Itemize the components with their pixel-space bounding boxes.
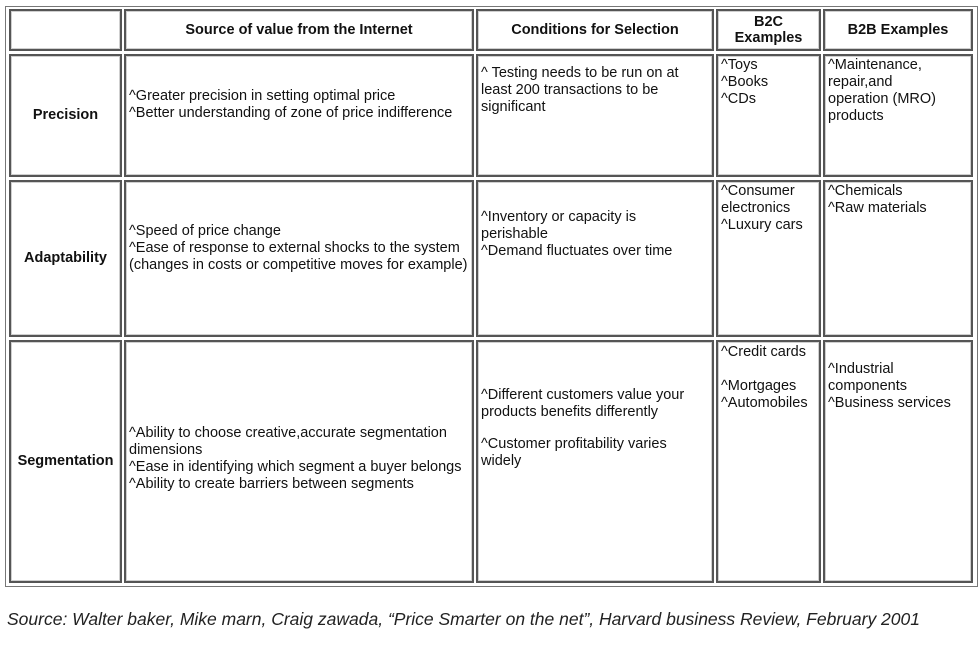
header-b2b [823, 9, 973, 51]
adaptability-source-of-value [124, 180, 474, 337]
header-conditions-text: Conditions for Selection [511, 22, 679, 38]
list-item: ^Customer profitability varies widely [481, 436, 671, 469]
list-item: ^CDs [721, 91, 756, 107]
list-item: ^Luxury cars [721, 217, 803, 233]
list-item: ^Industrial components [828, 361, 907, 394]
segmentation-source-of-value [124, 340, 474, 583]
list-item: ^Inventory or capacity is perishable [481, 209, 641, 242]
list-item: ^Chemicals [828, 183, 903, 199]
list-item: ^Ability to create barriers between segments [129, 476, 414, 492]
list-item: ^Greater precision in setting optimal price [129, 88, 396, 104]
list-item: ^Demand fluctuates over time [481, 243, 673, 259]
precision-b2b [823, 54, 973, 177]
list-item: ^Speed of price change [129, 223, 281, 239]
source-citation: Source: Walter baker, Mike marn, Craig zawada, “Price Smarter on the net”, Harvard business Review, February 2001 [7, 609, 920, 629]
row-label-adaptability [9, 180, 122, 337]
precision-source-of-value [124, 54, 474, 177]
row-label-text: Precision [32, 107, 99, 123]
row-label-text: Adaptability [24, 250, 107, 266]
list-item: ^Consumer electronics [721, 183, 799, 216]
list-item: ^Automobiles [721, 395, 808, 411]
list-item: ^Toys [721, 57, 758, 73]
precision-conditions [476, 54, 714, 177]
list-item: ^Ease of response to external shocks to the system (changes in costs or competitive moves for example) [129, 240, 468, 273]
precision-b2c [716, 54, 821, 177]
list-item: ^Maintenance, repair,and operation (MRO) products [828, 57, 941, 124]
header-source-of-value [124, 9, 474, 51]
adaptability-conditions [476, 180, 714, 337]
header-conditions [476, 9, 714, 51]
segmentation-b2b [823, 340, 973, 583]
header-empty-cell [9, 9, 122, 51]
row-label-text: Segmentation [17, 453, 114, 469]
segmentation-conditions [476, 340, 714, 583]
list-item: ^ Testing needs to be run on at least 200 transactions to be significant [481, 65, 683, 115]
segmentation-b2c [716, 340, 821, 583]
list-item: ^Credit cards [721, 344, 806, 360]
header-b2c [716, 9, 821, 51]
row-label-precision [9, 54, 122, 177]
list-item: ^Mortgages [721, 378, 797, 394]
adaptability-b2b [823, 180, 973, 337]
row-label-segmentation [9, 340, 122, 583]
list-item: ^Books [721, 74, 769, 90]
header-source-of-value-text: Source of value from the Internet [185, 22, 413, 38]
header-b2c-line2: Examples [734, 30, 803, 46]
list-item: ^Business services [828, 395, 951, 411]
list-item: ^Better understanding of zone of price indifference [129, 105, 453, 121]
list-item: ^Ease in identifying which segment a buyer belongs [129, 459, 462, 475]
header-b2c-line1: B2C [753, 14, 783, 30]
header-b2b-text: B2B Examples [847, 22, 949, 38]
list-item: ^Different customers value your products benefits differently [481, 387, 689, 420]
list-item: ^Raw materials [828, 200, 927, 216]
adaptability-b2c [716, 180, 821, 337]
list-item: ^Ability to choose creative,accurate segmentation dimensions [129, 425, 451, 458]
